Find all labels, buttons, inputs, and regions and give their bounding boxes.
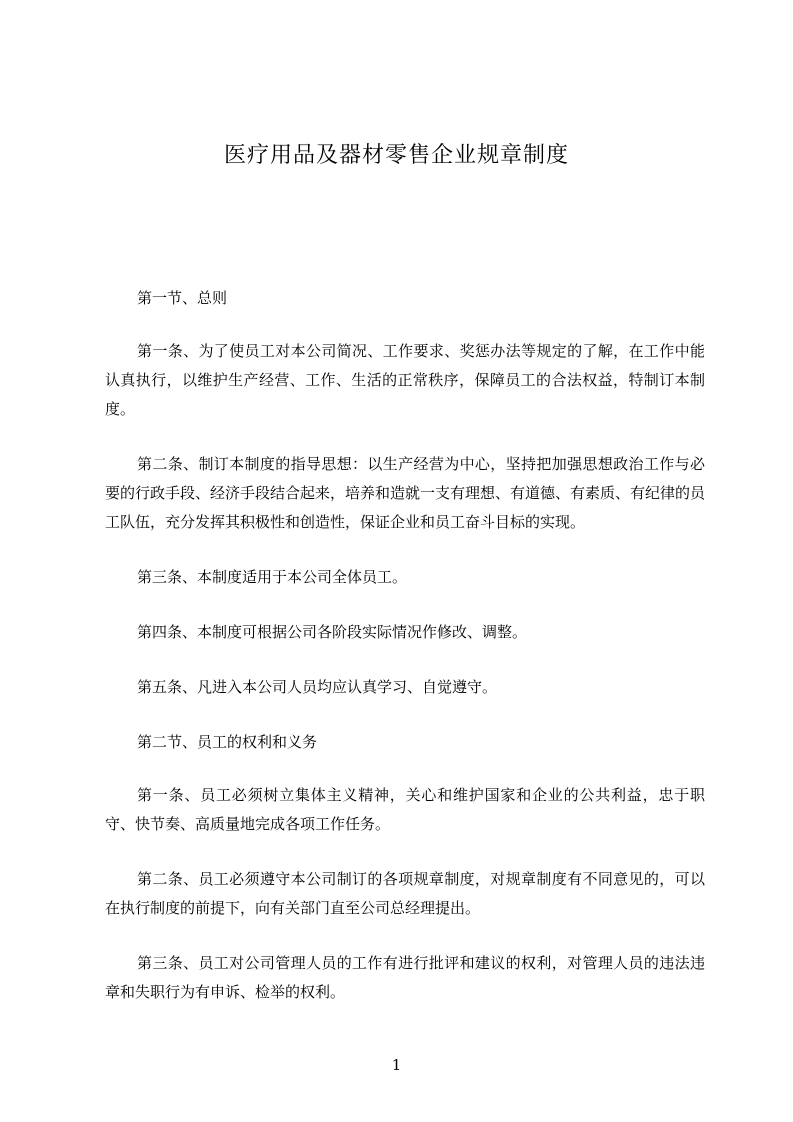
- article-paragraph: 第一条、为了使员工对本公司简况、工作要求、奖惩办法等规定的了解，在工作中能认真执行，以维护生产经营、工作、生活的正常秩序，保障员工的合法权益，特制订本制度。: [105, 342, 705, 418]
- article-paragraph: 第二条、制订本制度的指导思想：以生产经营为中心，坚持把加强思想政治工作与必要的行政手段、经济手段结合起来，培养和造就一支有理想、有道德、有素质、有纪律的员工队伍，充分发挥其积极性和创造性，保证企业和员工奋斗目标的实现。: [105, 455, 706, 531]
- section-heading-2: 第二节、员工的权利和义务: [137, 733, 318, 751]
- section-heading-1: 第一节、总则: [137, 289, 228, 307]
- article-paragraph: 第四条、本制度可根据公司各阶段实际情况作修改、调整。: [137, 623, 528, 641]
- document-title: 医疗用品及器材零售企业规章制度: [223, 143, 569, 168]
- page-number: 1: [391, 1056, 402, 1074]
- document-body: [105, 284, 705, 1033]
- article-paragraph: 第五条、凡进入本公司人员均应认真学习、自觉遵守。: [137, 678, 498, 696]
- article-paragraph: 第三条、员工对公司管理人员的工作有进行批评和建议的权利，对管理人员的违法违章和失职行为有申诉、检举的权利。: [105, 954, 705, 1001]
- article-paragraph: 第一条、员工必须树立集体主义精神，关心和维护国家和企业的公共利益，忠于职守、快节奏、高质量地完成各项工作任务。: [105, 786, 705, 833]
- article-paragraph: 第二条、员工必须遵守本公司制订的各项规章制度，对规章制度有不同意见的，可以在执行制度的前提下，向有关部门直至公司总经理提出。: [105, 870, 705, 917]
- article-paragraph: 第三条、本制度适用于本公司全体员工。: [137, 568, 408, 586]
